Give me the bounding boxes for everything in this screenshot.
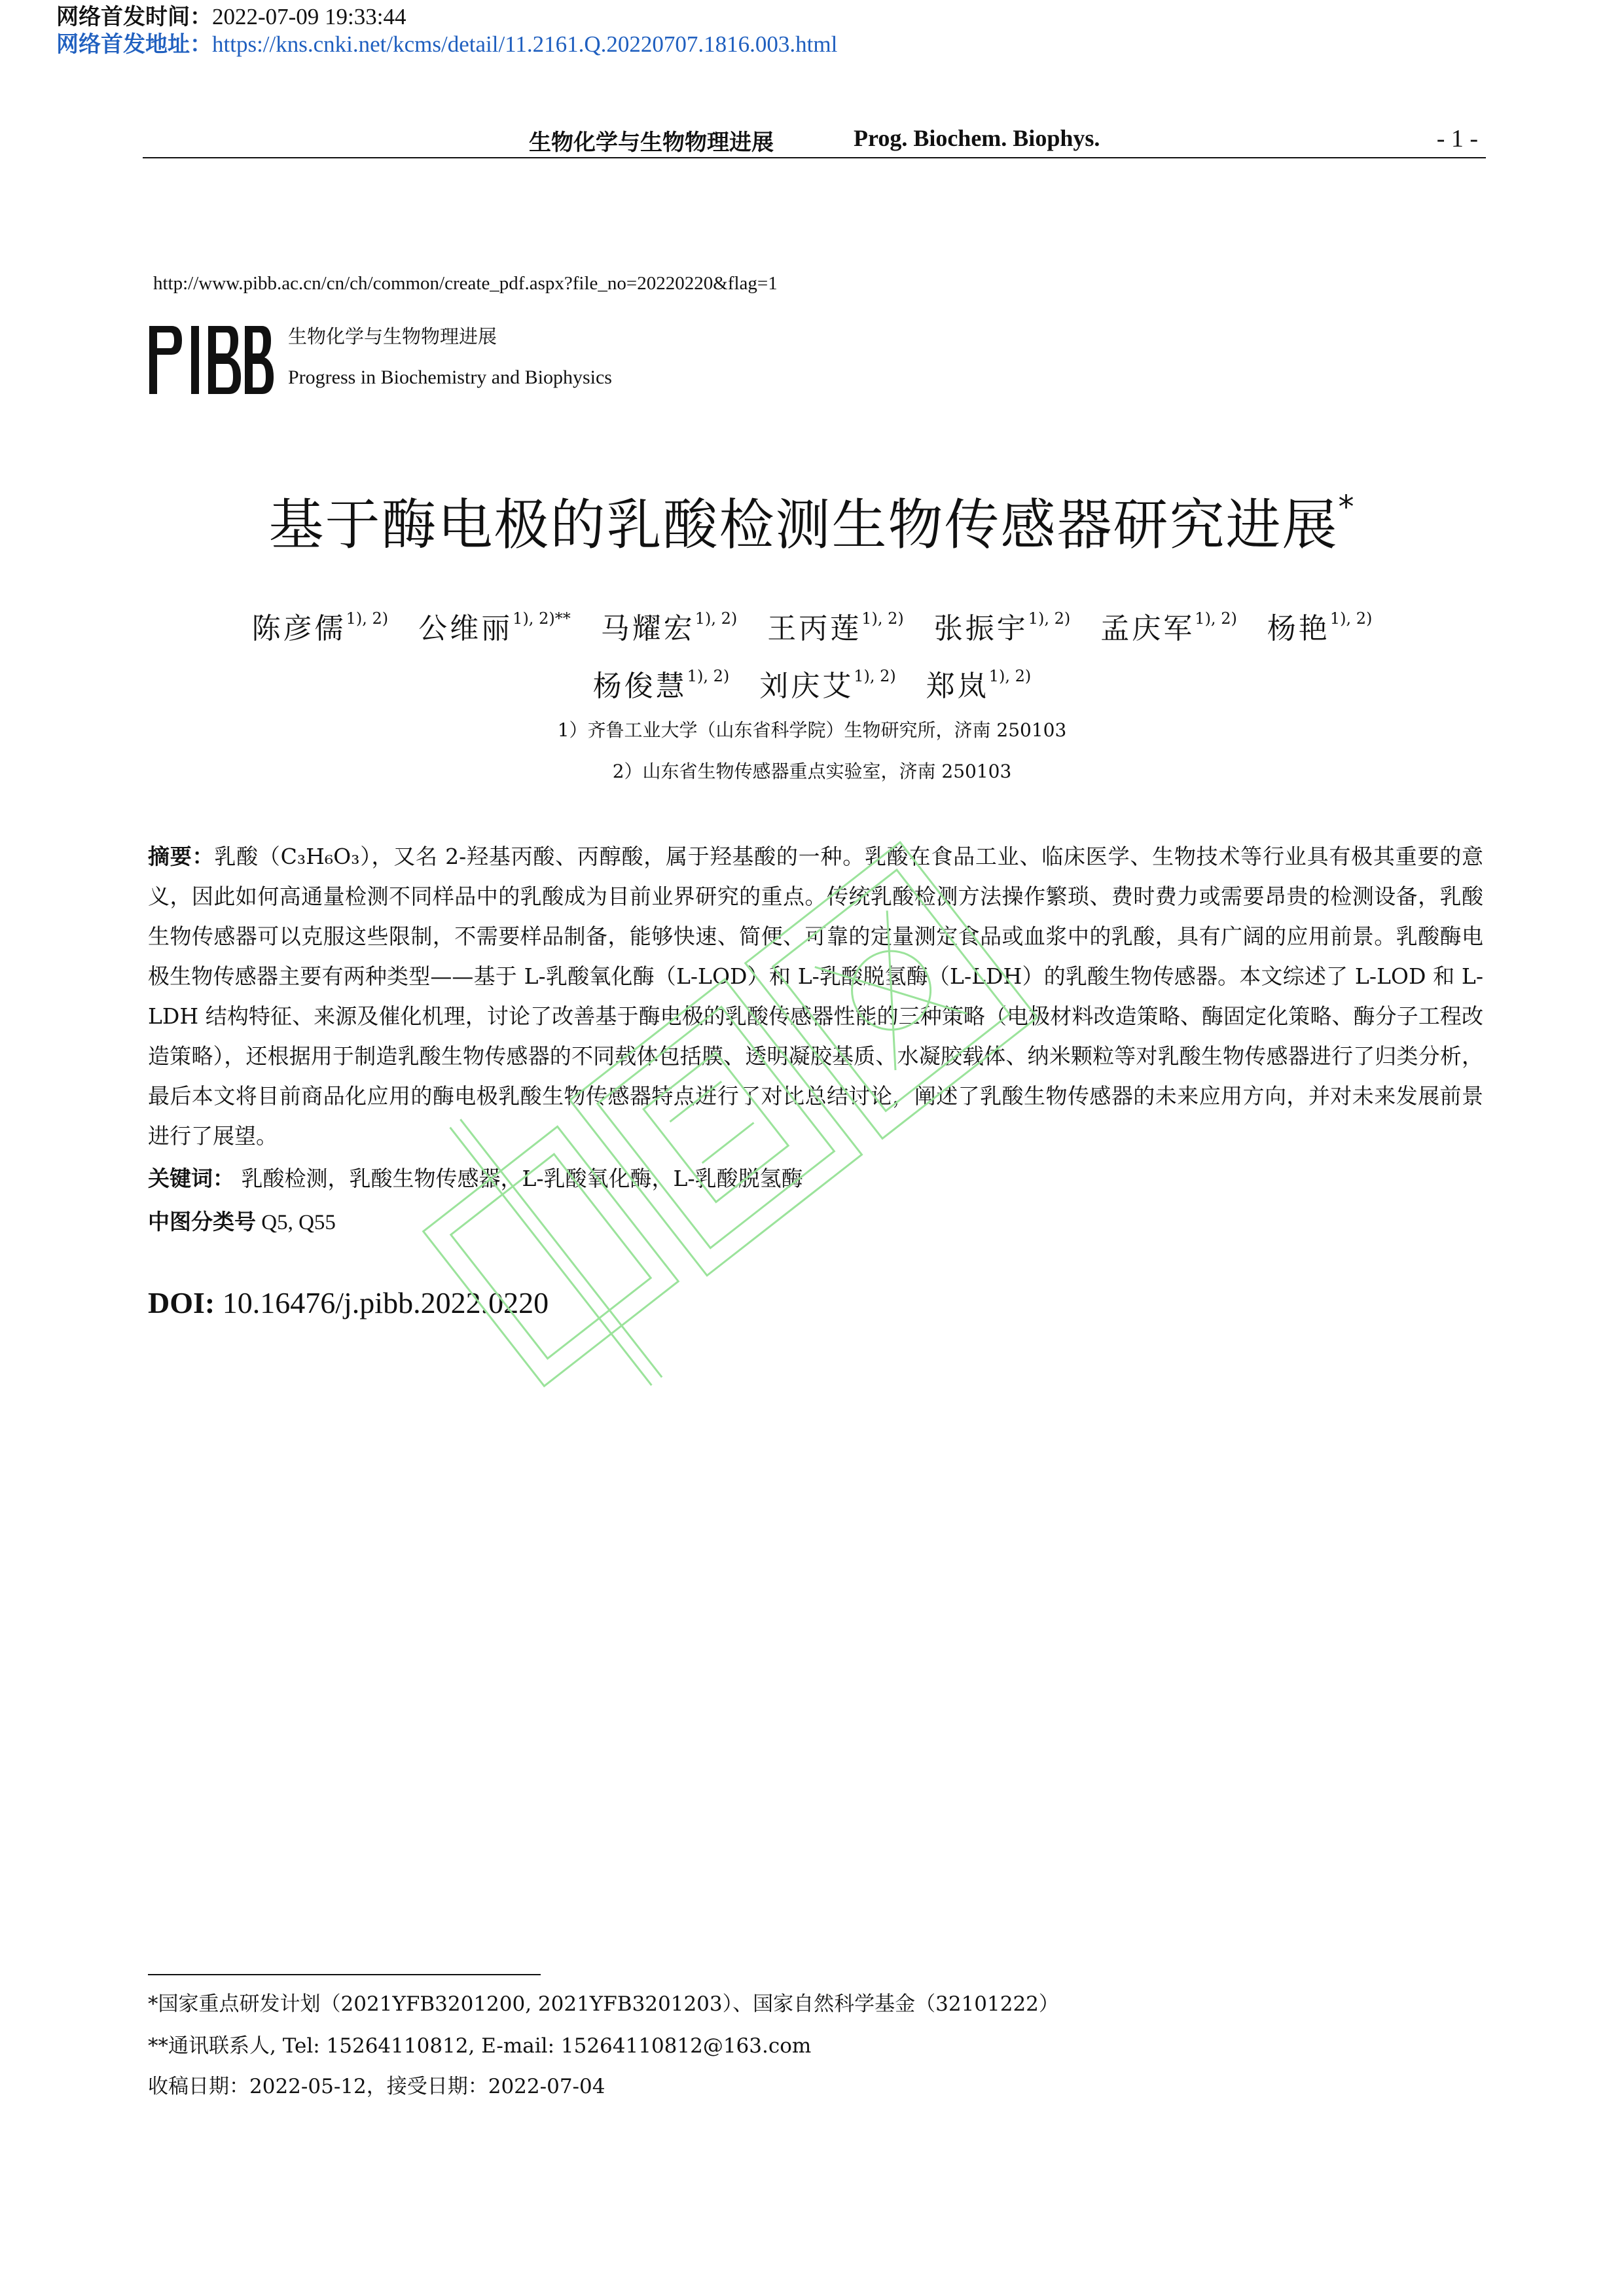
header-divider	[143, 157, 1486, 158]
footnote-corresponding-author: **通讯联系人, Tel: 15264110812, E-mail: 15264110812@163.com	[148, 2034, 812, 2058]
online-publish-time	[56, 4, 406, 30]
author: 杨俊慧$^{1), 2)}$	[592, 667, 730, 703]
footnote-dates: 收稿日期：2022-05-12，接受日期：2022-07-04	[148, 2075, 605, 2098]
author: 郑岚$^{1), 2)}$	[926, 667, 1032, 703]
author: 公维丽$^{1), 2)**}$	[418, 609, 571, 645]
author: 张振宇$^{1), 2)}$	[933, 609, 1071, 645]
publish-address-label: 网络首发地址：	[56, 31, 212, 58]
classification-number	[148, 1206, 336, 1239]
publish-time-label: 网络首发时间：	[56, 4, 212, 30]
doi-label: DOI:	[148, 1286, 215, 1319]
publish-address-link[interactable]: https://kns.cnki.net/kcms/detail/11.2161.Q.20220707.1816.003.html	[212, 31, 838, 57]
paper-title-text: 基于酶电极的乳酸检测生物传感器研究进展	[268, 493, 1339, 557]
affiliation-1: 1）齐鲁工业大学（山东省科学院）生物研究所，济南 250103	[557, 719, 1067, 741]
abstract	[148, 836, 1483, 1156]
keywords-label: 关键词：	[148, 1166, 234, 1191]
running-header	[143, 124, 1485, 157]
author: 马耀宏$^{1), 2)}$	[600, 609, 738, 645]
keywords-text: 乳酸检测，乳酸生物传感器，L-乳酸氧化酶，L-乳酸脱氢酶	[234, 1166, 803, 1191]
author-list-line-2	[0, 662, 1624, 704]
affiliation-2: 2）山东省生物传感器重点实验室，济南 250103	[612, 761, 1012, 782]
keywords	[148, 1162, 803, 1195]
classification-label: 中图分类号	[148, 1209, 256, 1234]
classification-value: Q5, Q55	[256, 1211, 336, 1234]
abstract-label: 摘要：	[148, 844, 215, 869]
pdf-url[interactable]: http://www.pibb.ac.cn/cn/ch/common/create_pdf.aspx?file_no=20220220&flag=1	[153, 273, 778, 294]
footnote-divider	[148, 1974, 541, 1975]
running-header-journal-en: Prog. Biochem. Biophys.	[854, 125, 1100, 151]
paper-title	[0, 471, 1624, 561]
author: 陈彦儒$^{1), 2)}$	[251, 609, 389, 645]
author: 王丙莲$^{1), 2)}$	[767, 609, 904, 645]
doi-value[interactable]: 10.16476/j.pibb.2022.0220	[215, 1286, 549, 1319]
logo-journal-en: Progress in Biochemistry and Biophysics	[288, 367, 612, 388]
title-footnote-mark: *	[1338, 489, 1356, 526]
author-list-line-1	[0, 605, 1624, 647]
abstract-text: 乳酸（C₃H₆O₃），又名 2-羟基丙酸、丙醇酸，属于羟基酸的一种。乳酸在食品工业、临床医学、生物技术等行业具有极其重要的意义，因此如何高通量检测不同样品中的乳酸成为目前业界研究的重点。传统乳酸检测方法操作繁琐、费时费力或需要昂贵的检测设备，乳酸生物传感器可以克服这些限制，不需要样品制备，能够快速、简便、可靠的定量测定食品或血浆中的乳酸，具有广阔的应用前景。乳酸酶电极生物传感器主要有两种类型——基于 L-乳酸氧化酶（L-LOD）和 L-乳酸脱氢酶（L-LDH）的乳酸生物传感器。本文综述了 L-LOD 和 L-LDH 结构特征、来源及催化机理，讨论了改善基于酶电极的乳酸传感器性能的三种策略（电极材料改造策略、酶固定化策略、酶分子工程改造策略），还根据用于制造乳酸生物传感器的不同载体包括膜、透明凝胶基质、水凝胶载体、纳米颗粒等对乳酸生物传感器进行了归类分析，最后本文将目前商品化应用的酶电极乳酸生物传感器特点进行了对比总结讨论，阐述了乳酸生物传感器的未来应用方向，并对未来发展前景进行了展望。	[148, 844, 1484, 1149]
running-header-journal-cn: 生物化学与生物物理进展	[529, 130, 774, 156]
page-number: - 1 -	[1436, 125, 1478, 152]
author: 孟庆军$^{1), 2)}$	[1100, 609, 1237, 645]
author: 刘庆艾$^{1), 2)}$	[759, 667, 896, 703]
online-publish-address	[56, 31, 837, 58]
pibb-logo-icon	[145, 321, 276, 399]
publish-time-value: 2022-07-09 19:33:44	[212, 4, 406, 29]
logo-journal-cn: 生物化学与生物物理进展	[288, 325, 497, 348]
author: 杨艳$^{1), 2)}$	[1267, 609, 1373, 645]
doi	[148, 1285, 549, 1320]
footnote-funding: *国家重点研发计划（2021YFB3201200, 2021YFB3201203）、国家自然科学基金（32101222）	[148, 1992, 1059, 2016]
